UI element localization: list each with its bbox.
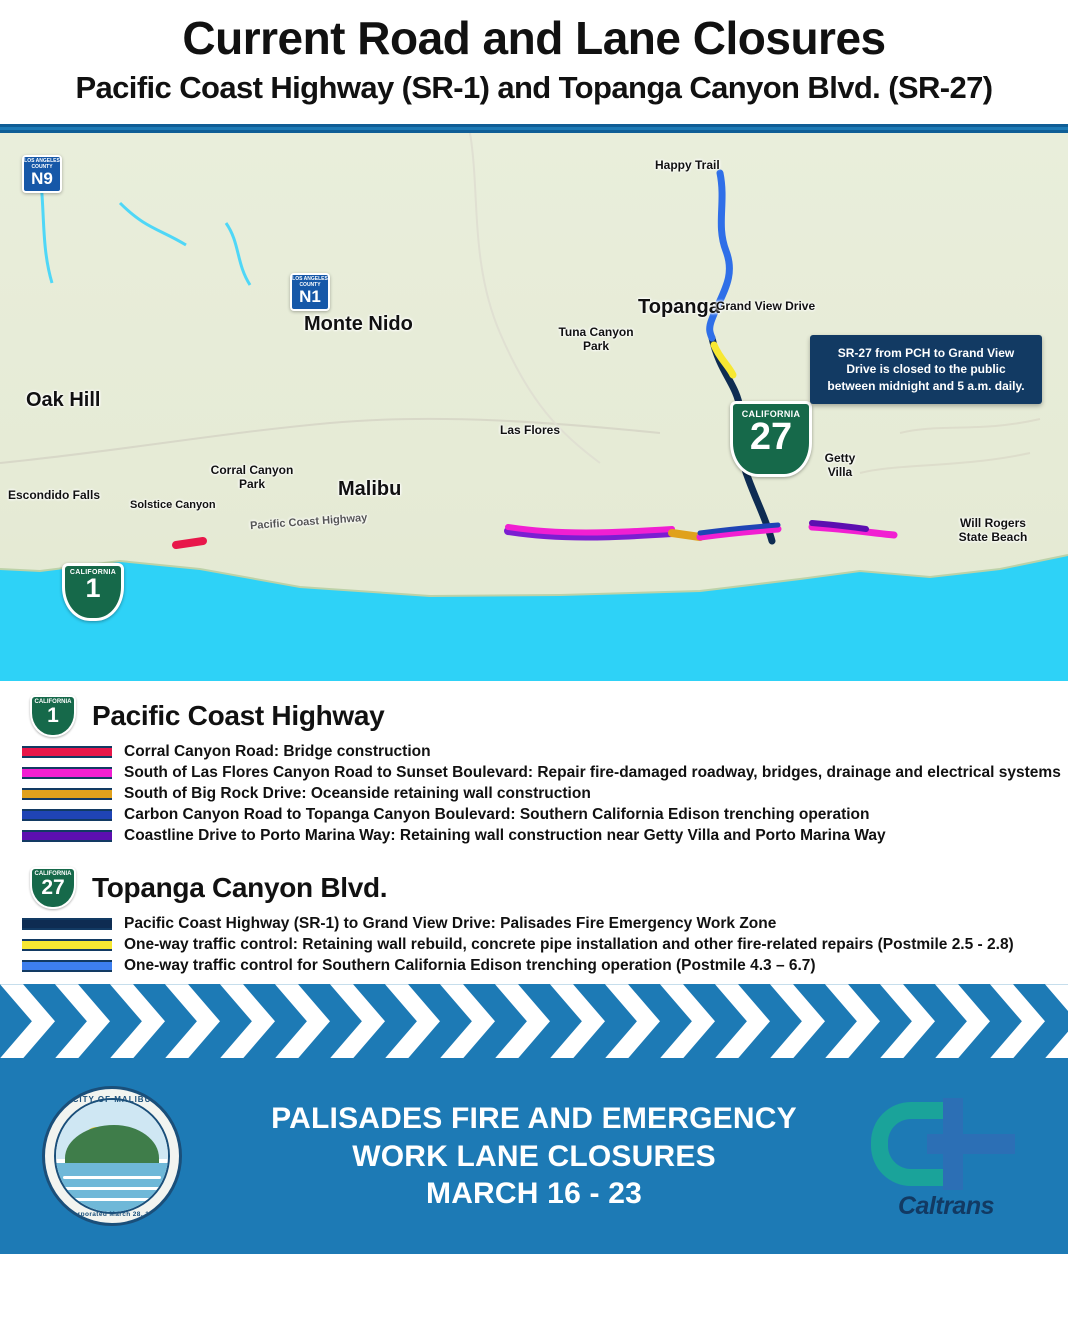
caltrans-wordmark: Caltrans — [897, 1192, 995, 1221]
seal-top-text: CITY OF MALIBU — [72, 1095, 152, 1105]
chevron-icon — [110, 984, 165, 1058]
legend-title-topanga: Topanga Canyon Blvd. — [92, 872, 388, 904]
legend-title-pch: Pacific Coast Highway — [92, 700, 385, 732]
city-of-malibu-seal-icon — [42, 1086, 182, 1226]
map-label-monte-nido: Monte Nido — [304, 313, 413, 336]
poster-footer — [0, 1058, 1068, 1254]
seal-wave — [63, 1187, 162, 1190]
chevron-icon — [440, 984, 495, 1058]
legend-item — [22, 827, 1068, 845]
map-label-tuna-canyon-park: Tuna Canyon Park — [558, 325, 634, 354]
legend-color-swatch — [22, 809, 112, 821]
map-label-happy-trail: Happy Trail — [655, 158, 720, 173]
header-divider — [0, 124, 1068, 133]
legend-item-label: South of Big Rock Drive: Oceanside retaining wall construction — [124, 785, 591, 803]
map-label-grand-view-drive: Grand View Drive — [716, 299, 816, 314]
map-roads — [0, 133, 1068, 681]
chevron-icon — [990, 984, 1045, 1058]
chevron-icon — [275, 984, 330, 1058]
shield-county-n1 — [290, 273, 330, 311]
chevron-icon — [495, 984, 550, 1058]
chevron-icon — [770, 984, 825, 1058]
legend-item — [22, 743, 1068, 761]
chevron-icon — [220, 984, 275, 1058]
legend-color-swatch — [22, 788, 112, 800]
shield-number: 27 — [41, 876, 65, 900]
map-label-malibu: Malibu — [338, 478, 402, 501]
chevron-icon — [330, 984, 385, 1058]
legend-item — [22, 806, 1068, 824]
map-label-will-rogers-state-beach: Will Rogers State Beach — [958, 516, 1028, 545]
map-label-topanga: Topanga — [638, 296, 720, 319]
chevron-icon — [715, 984, 770, 1058]
shield-sr-27 — [730, 401, 812, 477]
chevron-icon — [1045, 984, 1068, 1058]
map-label-solstice-canyon: Solstice Canyon — [130, 499, 216, 512]
legend-item-label: One-way traffic control for Southern California Edison trenching operation (Postmile 4.3 – 6.7) — [124, 957, 816, 975]
chevron-icon — [550, 984, 605, 1058]
footer-line-1: PALISADES FIRE AND EMERGENCY — [271, 1102, 797, 1136]
chevron-icon — [605, 984, 660, 1058]
shield-number: 27 — [749, 416, 793, 459]
chevron-icon — [0, 984, 55, 1058]
shield-state-text: CALIFORNIA — [741, 409, 801, 420]
chevron-icon — [825, 984, 880, 1058]
map-label-oak-hill: Oak Hill — [26, 389, 101, 412]
legend-item-label: Corral Canyon Road: Bridge construction — [124, 743, 431, 761]
chevron-icon — [935, 984, 990, 1058]
legend-color-swatch — [22, 746, 112, 758]
shield-number: 1 — [85, 573, 101, 604]
seal-wave — [63, 1198, 162, 1201]
legend-color-swatch — [22, 960, 112, 972]
legend-color-swatch — [22, 767, 112, 779]
shield-state-text: CALIFORNIA — [69, 569, 117, 577]
map-label-escondido-falls: Escondido Falls — [8, 488, 101, 503]
map-label-pacific-coast-highway: Pacific Coast Highway — [249, 512, 368, 533]
legend-rows-pch — [0, 743, 1068, 845]
closure-map[interactable] — [0, 133, 1068, 681]
map-label-getty-villa: Getty Villa — [824, 451, 856, 480]
chevron-icon — [55, 984, 110, 1058]
legend-item — [22, 915, 1068, 933]
legend-item — [22, 764, 1068, 782]
legend-header-pch — [0, 695, 1068, 737]
caltrans-logo — [866, 1098, 1026, 1221]
chevron-band — [0, 984, 1068, 1058]
legend-item-label: South of Las Flores Canyon Road to Sunset Boulevard: Repair fire-damaged roadway, bridges, drainage and electrical systems — [124, 764, 1061, 782]
shield-state-text: LOS ANGELES COUNTY — [292, 276, 328, 288]
page-title: Current Road and Lane Closures — [182, 12, 886, 64]
caltrans-mark-icon — [871, 1098, 1021, 1190]
shield-number: N9 — [31, 169, 53, 189]
shield-number: 1 — [47, 704, 59, 728]
footer-line-3: MARCH 16 - 23 — [426, 1177, 642, 1211]
legend-item — [22, 936, 1068, 954]
legend-item — [22, 957, 1068, 975]
legend-rows-topanga — [0, 915, 1068, 975]
map-label-corral-canyon-park: Corral Canyon Park — [210, 463, 294, 492]
shield-number: N1 — [299, 287, 321, 307]
shield-state-text: CALIFORNIA — [34, 871, 72, 878]
legend-item — [22, 785, 1068, 803]
footer-headline — [271, 1100, 797, 1213]
chevron-icon — [385, 984, 440, 1058]
caltrans-t-horizontal — [927, 1134, 1015, 1154]
legend-header-topanga — [0, 867, 1068, 909]
map-callout-sr27-closure: SR-27 from PCH to Grand View Drive is closed to the public between midnight and 5 a.m. daily. — [810, 335, 1042, 404]
seal-wave — [63, 1176, 162, 1179]
legend-shield-sr-1 — [30, 695, 76, 737]
shield-county-n9 — [22, 155, 62, 193]
chevron-icon — [165, 984, 220, 1058]
legend-color-swatch — [22, 939, 112, 951]
shield-state-text: LOS ANGELES COUNTY — [24, 158, 60, 170]
legend-color-swatch — [22, 918, 112, 930]
legend-item-label: Pacific Coast Highway (SR-1) to Grand View Drive: Palisades Fire Emergency Work Zone — [124, 915, 777, 933]
chevron-icon — [660, 984, 715, 1058]
legend-section — [0, 681, 1068, 984]
page-subtitle: Pacific Coast Highway (SR-1) and Topanga Canyon Blvd. (SR-27) — [75, 70, 993, 106]
footer-line-2: WORK LANE CLOSURES — [352, 1139, 716, 1173]
shield-state-text: CALIFORNIA — [34, 699, 72, 706]
seal-bottom-text: Incorporated March 28, 1991 — [62, 1211, 162, 1219]
legend-shield-sr-27 — [30, 867, 76, 909]
poster-header — [0, 0, 1068, 112]
map-label-las-flores: Las Flores — [500, 423, 561, 438]
seal-inner — [54, 1098, 170, 1214]
legend-color-swatch — [22, 830, 112, 842]
legend-item-label: Carbon Canyon Road to Topanga Canyon Boulevard: Southern California Edison trenching operation — [124, 806, 870, 824]
legend-item-label: One-way traffic control: Retaining wall rebuild, concrete pipe installation and other fire-related repairs (Postmile 2.5 - 2.8) — [124, 936, 1014, 954]
chevron-icon — [880, 984, 935, 1058]
legend-item-label: Coastline Drive to Porto Marina Way: Retaining wall construction near Getty Villa and Porto Marina Way — [124, 827, 886, 845]
